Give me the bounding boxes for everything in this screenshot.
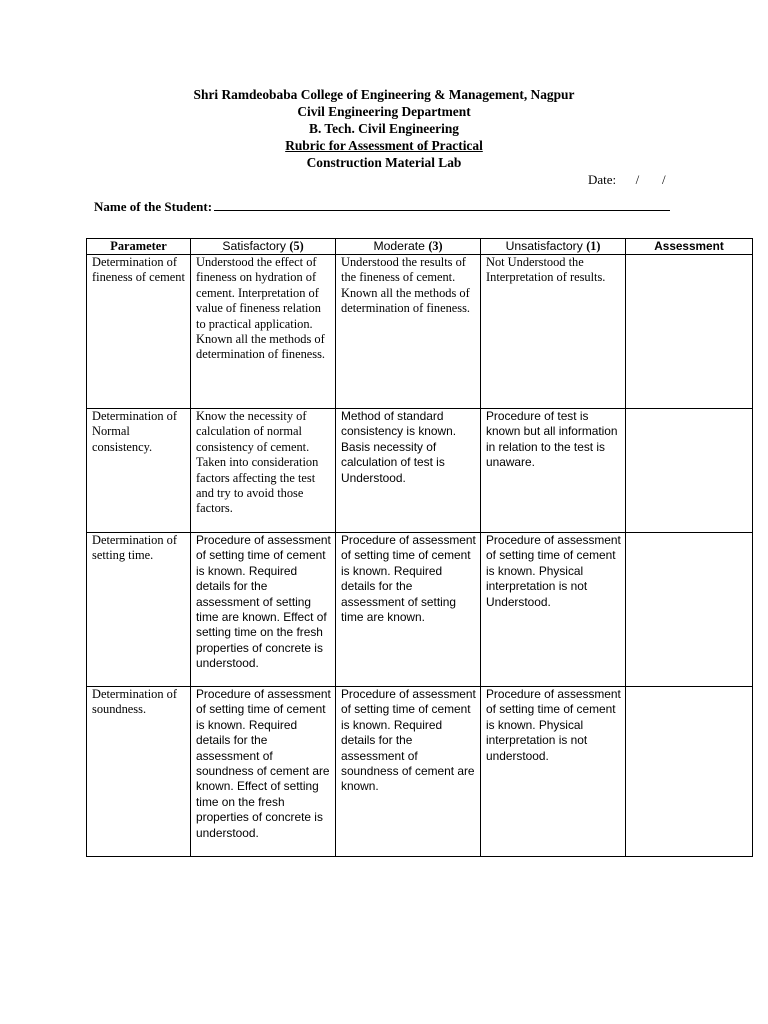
cell-assessment [626, 687, 753, 857]
cell-moderate: Procedure of assessment of setting time of cement is known. Required details for the assessment of setting time are known. [336, 533, 481, 687]
cell-unsatisfactory: Not Understood the Interpretation of results. [481, 255, 626, 409]
header-unsatisfactory-label: Unsatisfactory [505, 239, 587, 253]
cell-assessment [626, 409, 753, 533]
student-name-label: Name of the Student: [94, 199, 213, 214]
cell-satisfactory: Understood the effect of fineness on hydration of cement. Interpretation of value of fineness relation to practical application. Known all the methods of determination of fineness. [191, 255, 336, 409]
cell-unsatisfactory: Procedure of assessment of setting time of cement is known. Physical interpretation is not understood. [481, 687, 626, 857]
header-unsatisfactory [481, 239, 626, 255]
header-moderate [336, 239, 481, 255]
lab-name: Construction Material Lab [306, 155, 462, 170]
student-name-field [94, 197, 670, 215]
date-field: Date: / / [588, 172, 666, 187]
table-row [87, 687, 753, 857]
cell-satisfactory: Procedure of assessment of setting time of cement is known. Required details for the assessment of setting time are known. Effect of setting time on the fresh properties of concrete is understood. [191, 533, 336, 687]
header-satisfactory-score: (5) [289, 239, 304, 253]
rubric-table [86, 238, 753, 857]
cell-moderate: Method of standard consistency is known. Basis necessity of calculation of test is Understood. [336, 409, 481, 533]
header-parameter: Parameter [87, 239, 191, 255]
cell-assessment [626, 533, 753, 687]
cell-parameter: Determination of Normal consistency. [87, 409, 191, 533]
student-name-line [214, 197, 670, 211]
rubric-title: Rubric for Assessment of Practical [285, 138, 483, 153]
table-row [87, 255, 753, 409]
header-satisfactory-label: Satisfactory [222, 239, 290, 253]
table-header-row [87, 239, 753, 255]
college-name: Shri Ramdeobaba College of Engineering & Management, Nagpur [193, 87, 575, 102]
cell-unsatisfactory: Procedure of test is known but all information in relation to the test is unaware. [481, 409, 626, 533]
department-name: Civil Engineering Department [297, 104, 471, 119]
cell-satisfactory: Procedure of assessment of setting time of cement is known. Required details for the assessment of soundness of cement are known. Effect of setting time on the fresh properties of concrete is understood. [191, 687, 336, 857]
table-row [87, 533, 753, 687]
cell-assessment [626, 255, 753, 409]
table-row [87, 409, 753, 533]
cell-parameter: Determination of setting time. [87, 533, 191, 687]
header-satisfactory [191, 239, 336, 255]
cell-moderate: Procedure of assessment of setting time of cement is known. Required details for the assessment of soundness of cement are known. [336, 687, 481, 857]
cell-moderate: Understood the results of the fineness of cement. Known all the methods of determination of fineness. [336, 255, 481, 409]
header-moderate-label: Moderate [373, 239, 429, 253]
cell-unsatisfactory: Procedure of assessment of setting time of cement is known. Physical interpretation is not Understood. [481, 533, 626, 687]
cell-satisfactory: Know the necessity of calculation of normal consistency of cement. Taken into consideration factors affecting the test and try to avoid those factors. [191, 409, 336, 533]
cell-parameter: Determination of soundness. [87, 687, 191, 857]
program-name: B. Tech. Civil Engineering [309, 121, 459, 136]
header-moderate-score: (3) [428, 239, 443, 253]
cell-parameter: Determination of fineness of cement [87, 255, 191, 409]
header-unsatisfactory-score: (1) [586, 239, 601, 253]
header-assessment: Assessment [626, 239, 753, 255]
document-header [0, 86, 768, 171]
